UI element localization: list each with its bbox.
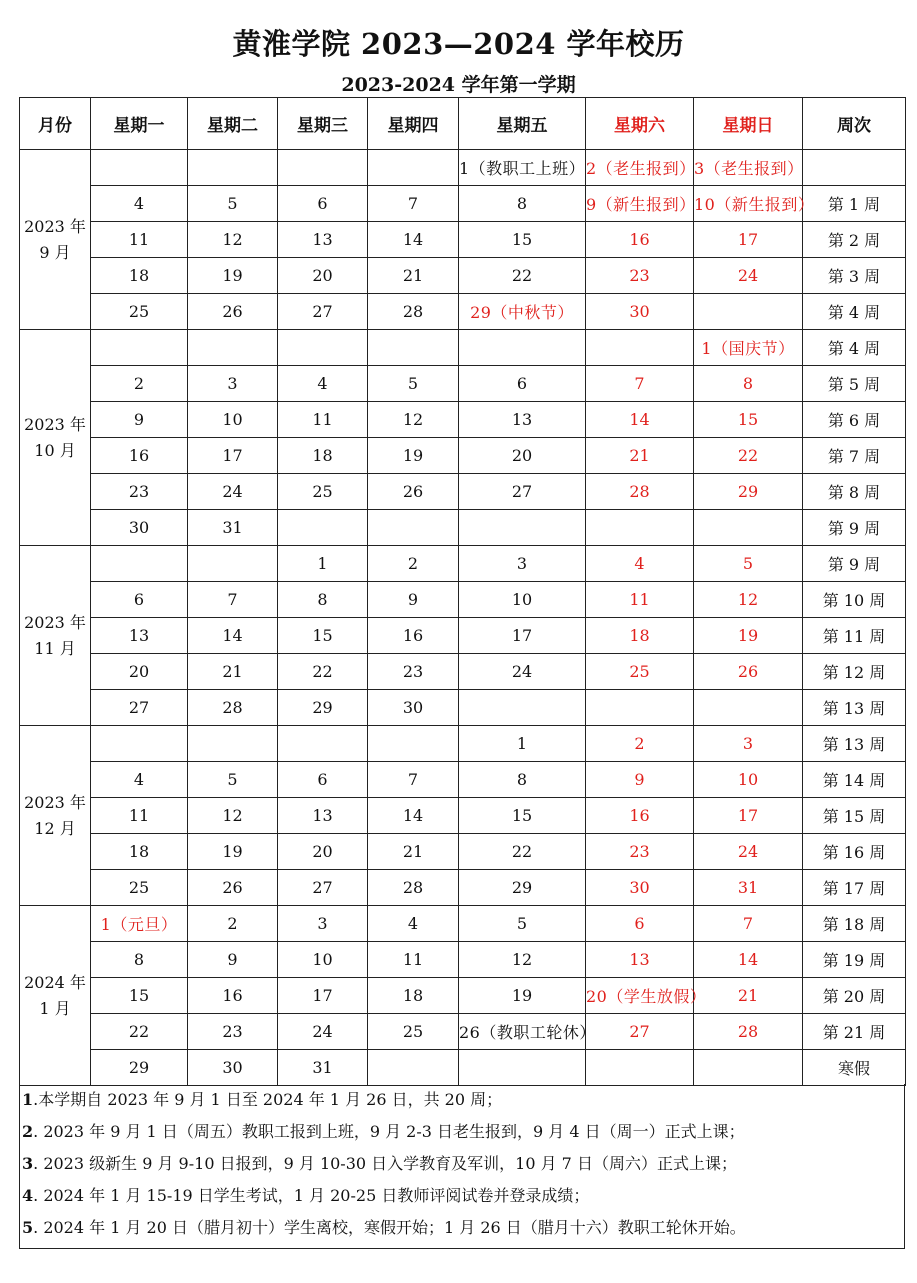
day-cell bbox=[188, 330, 278, 366]
calendar-row bbox=[20, 726, 906, 762]
day-cell: 13 bbox=[586, 942, 694, 978]
day-cell: 31 bbox=[278, 1050, 368, 1086]
day-cell: 14 bbox=[694, 942, 803, 978]
day-cell: 15 bbox=[459, 222, 586, 258]
calendar-row bbox=[20, 1050, 906, 1086]
week-cell: 第 1 周 bbox=[803, 186, 906, 222]
note-2 bbox=[20, 1116, 904, 1148]
day-cell: 17 bbox=[694, 798, 803, 834]
header-week: 周次 bbox=[803, 98, 906, 150]
day-cell: 19 bbox=[694, 618, 803, 654]
week-cell: 第 5 周 bbox=[803, 366, 906, 402]
day-cell bbox=[694, 690, 803, 726]
day-cell: 21 bbox=[368, 834, 459, 870]
day-cell: 2 bbox=[368, 546, 459, 582]
header-mon: 星期一 bbox=[91, 98, 188, 150]
day-cell: 1（元旦） bbox=[91, 906, 188, 942]
day-cell bbox=[459, 690, 586, 726]
day-cell: 25 bbox=[91, 870, 188, 906]
week-cell: 第 20 周 bbox=[803, 978, 906, 1014]
day-cell: 22 bbox=[459, 258, 586, 294]
day-cell: 7 bbox=[368, 186, 459, 222]
day-cell: 8 bbox=[694, 366, 803, 402]
day-cell: 20 bbox=[459, 438, 586, 474]
day-cell: 18 bbox=[368, 978, 459, 1014]
header-row bbox=[20, 98, 906, 150]
week-cell: 第 18 周 bbox=[803, 906, 906, 942]
day-cell: 21 bbox=[586, 438, 694, 474]
note-5 bbox=[20, 1212, 904, 1244]
day-cell: 22 bbox=[278, 654, 368, 690]
day-cell: 28 bbox=[694, 1014, 803, 1050]
day-cell: 30 bbox=[586, 870, 694, 906]
month-label: 2023 年 10 月 bbox=[20, 330, 91, 546]
week-cell: 第 10 周 bbox=[803, 582, 906, 618]
week-cell: 第 13 周 bbox=[803, 690, 906, 726]
header-sat: 星期六 bbox=[586, 98, 694, 150]
note-number: 5 bbox=[22, 1218, 34, 1237]
day-cell: 1 bbox=[278, 546, 368, 582]
page-subtitle: 2023-2024 学年第一学期 bbox=[341, 74, 576, 96]
day-cell: 5 bbox=[188, 762, 278, 798]
note-text: . 2024 年 1 月 15-19 日学生考试，1 月 20-25 日教师评阅试卷并登录成绩； bbox=[33, 1186, 590, 1205]
day-cell bbox=[91, 546, 188, 582]
header-thu: 星期四 bbox=[368, 98, 459, 150]
day-cell: 1（教职工上班） bbox=[459, 150, 586, 186]
day-cell: 18 bbox=[91, 258, 188, 294]
day-cell bbox=[188, 546, 278, 582]
day-cell: 14 bbox=[368, 798, 459, 834]
day-cell: 23 bbox=[586, 834, 694, 870]
calendar-row bbox=[20, 294, 906, 330]
day-cell: 21 bbox=[368, 258, 459, 294]
day-cell: 23 bbox=[586, 258, 694, 294]
day-cell: 13 bbox=[278, 222, 368, 258]
day-cell: 30 bbox=[188, 1050, 278, 1086]
day-cell: 11 bbox=[91, 222, 188, 258]
calendar-row bbox=[20, 798, 906, 834]
day-cell bbox=[459, 1050, 586, 1086]
week-cell: 第 13 周 bbox=[803, 726, 906, 762]
day-cell bbox=[188, 726, 278, 762]
week-cell: 第 3 周 bbox=[803, 258, 906, 294]
day-cell: 1 bbox=[459, 726, 586, 762]
day-cell: 26 bbox=[694, 654, 803, 690]
day-cell: 12 bbox=[368, 402, 459, 438]
calendar-row bbox=[20, 978, 906, 1014]
day-cell bbox=[368, 510, 459, 546]
day-cell: 17 bbox=[459, 618, 586, 654]
calendar-row bbox=[20, 1014, 906, 1050]
day-cell: 29 bbox=[91, 1050, 188, 1086]
day-cell: 13 bbox=[91, 618, 188, 654]
calendar-row bbox=[20, 474, 906, 510]
day-cell: 15 bbox=[278, 618, 368, 654]
note-1 bbox=[20, 1084, 904, 1116]
calendar-row bbox=[20, 870, 906, 906]
day-cell: 22 bbox=[694, 438, 803, 474]
day-cell bbox=[586, 330, 694, 366]
calendar-row bbox=[20, 942, 906, 978]
day-cell: 6 bbox=[278, 762, 368, 798]
calendar-row bbox=[20, 186, 906, 222]
note-4 bbox=[20, 1180, 904, 1212]
day-cell: 4 bbox=[586, 546, 694, 582]
week-cell: 第 8 周 bbox=[803, 474, 906, 510]
day-cell: 25 bbox=[278, 474, 368, 510]
day-cell: 17 bbox=[694, 222, 803, 258]
week-cell: 第 12 周 bbox=[803, 654, 906, 690]
header-tue: 星期二 bbox=[188, 98, 278, 150]
calendar-row bbox=[20, 906, 906, 942]
day-cell: 1（国庆节） bbox=[694, 330, 803, 366]
day-cell: 12 bbox=[188, 798, 278, 834]
day-cell bbox=[586, 690, 694, 726]
month-label: 2024 年 1 月 bbox=[20, 906, 91, 1086]
day-cell: 2 bbox=[188, 906, 278, 942]
day-cell: 20（学生放假） bbox=[586, 978, 694, 1014]
day-cell: 23 bbox=[368, 654, 459, 690]
day-cell bbox=[188, 150, 278, 186]
day-cell: 3 bbox=[278, 906, 368, 942]
day-cell: 15 bbox=[91, 978, 188, 1014]
day-cell: 5 bbox=[459, 906, 586, 942]
day-cell: 10 bbox=[278, 942, 368, 978]
day-cell: 7 bbox=[694, 906, 803, 942]
day-cell bbox=[91, 330, 188, 366]
day-cell: 26 bbox=[368, 474, 459, 510]
day-cell: 29（中秋节） bbox=[459, 294, 586, 330]
note-number: 2 bbox=[22, 1122, 34, 1141]
note-text: . 2024 年 1 月 20 日（腊月初十）学生离校，寒假开始；1 月 26 日（腊月十六）教职工轮休开始。 bbox=[33, 1218, 746, 1237]
day-cell: 20 bbox=[278, 834, 368, 870]
day-cell: 16 bbox=[586, 798, 694, 834]
week-cell: 第 19 周 bbox=[803, 942, 906, 978]
day-cell: 17 bbox=[278, 978, 368, 1014]
day-cell: 9 bbox=[368, 582, 459, 618]
day-cell: 21 bbox=[188, 654, 278, 690]
day-cell: 13 bbox=[278, 798, 368, 834]
calendar-row bbox=[20, 618, 906, 654]
day-cell: 5 bbox=[188, 186, 278, 222]
day-cell: 3（老生报到） bbox=[694, 150, 803, 186]
day-cell: 25 bbox=[368, 1014, 459, 1050]
day-cell: 3 bbox=[188, 366, 278, 402]
day-cell: 19 bbox=[459, 978, 586, 1014]
day-cell: 3 bbox=[694, 726, 803, 762]
note-text: . 2023 级新生 9 月 9-10 日报到，9 月 10-30 日入学教育及军训，10 月 7 日（周六）正式上课； bbox=[33, 1154, 737, 1173]
calendar-row bbox=[20, 150, 906, 186]
notes-box bbox=[19, 1084, 905, 1249]
day-cell bbox=[278, 726, 368, 762]
day-cell: 17 bbox=[188, 438, 278, 474]
day-cell: 10 bbox=[694, 762, 803, 798]
day-cell: 19 bbox=[188, 834, 278, 870]
day-cell bbox=[278, 150, 368, 186]
week-cell: 第 9 周 bbox=[803, 510, 906, 546]
day-cell: 9（新生报到） bbox=[586, 186, 694, 222]
day-cell: 15 bbox=[459, 798, 586, 834]
day-cell bbox=[368, 726, 459, 762]
day-cell: 9 bbox=[586, 762, 694, 798]
day-cell bbox=[694, 1050, 803, 1086]
day-cell bbox=[91, 726, 188, 762]
day-cell: 14 bbox=[586, 402, 694, 438]
note-text: . 2023 年 9 月 1 日（周五）教职工报到上班，9 月 2-3 日老生报到，9 月 4 日（周一）正式上课； bbox=[33, 1122, 745, 1141]
calendar-row bbox=[20, 258, 906, 294]
day-cell: 18 bbox=[586, 618, 694, 654]
day-cell bbox=[91, 150, 188, 186]
day-cell: 20 bbox=[278, 258, 368, 294]
day-cell bbox=[694, 294, 803, 330]
day-cell: 18 bbox=[91, 834, 188, 870]
day-cell: 24 bbox=[278, 1014, 368, 1050]
day-cell bbox=[694, 510, 803, 546]
day-cell: 28 bbox=[586, 474, 694, 510]
week-cell: 第 14 周 bbox=[803, 762, 906, 798]
day-cell: 27 bbox=[91, 690, 188, 726]
header-wed: 星期三 bbox=[278, 98, 368, 150]
day-cell: 25 bbox=[91, 294, 188, 330]
day-cell: 28 bbox=[368, 294, 459, 330]
calendar-row bbox=[20, 654, 906, 690]
day-cell: 20 bbox=[91, 654, 188, 690]
calendar-row bbox=[20, 582, 906, 618]
note-number: 1 bbox=[22, 1090, 34, 1109]
day-cell: 12 bbox=[459, 942, 586, 978]
day-cell: 11 bbox=[278, 402, 368, 438]
day-cell: 14 bbox=[368, 222, 459, 258]
day-cell: 26 bbox=[188, 870, 278, 906]
day-cell: 19 bbox=[368, 438, 459, 474]
month-label: 2023 年 11 月 bbox=[20, 546, 91, 726]
calendar-body bbox=[20, 150, 906, 1086]
week-cell: 寒假 bbox=[803, 1050, 906, 1086]
day-cell: 7 bbox=[188, 582, 278, 618]
day-cell: 19 bbox=[188, 258, 278, 294]
week-cell bbox=[803, 150, 906, 186]
day-cell: 29 bbox=[278, 690, 368, 726]
day-cell bbox=[278, 330, 368, 366]
week-cell: 第 7 周 bbox=[803, 438, 906, 474]
day-cell: 31 bbox=[188, 510, 278, 546]
day-cell: 12 bbox=[188, 222, 278, 258]
week-cell: 第 2 周 bbox=[803, 222, 906, 258]
day-cell: 12 bbox=[694, 582, 803, 618]
day-cell: 6 bbox=[91, 582, 188, 618]
day-cell: 7 bbox=[368, 762, 459, 798]
day-cell: 24 bbox=[188, 474, 278, 510]
calendar-row bbox=[20, 438, 906, 474]
day-cell: 10 bbox=[188, 402, 278, 438]
day-cell: 15 bbox=[694, 402, 803, 438]
week-cell: 第 11 周 bbox=[803, 618, 906, 654]
week-cell: 第 4 周 bbox=[803, 330, 906, 366]
day-cell: 21 bbox=[694, 978, 803, 1014]
day-cell bbox=[586, 510, 694, 546]
day-cell: 27 bbox=[586, 1014, 694, 1050]
day-cell: 26 bbox=[188, 294, 278, 330]
calendar-row bbox=[20, 222, 906, 258]
day-cell: 30 bbox=[368, 690, 459, 726]
day-cell: 5 bbox=[368, 366, 459, 402]
day-cell: 4 bbox=[91, 186, 188, 222]
day-cell: 23 bbox=[188, 1014, 278, 1050]
day-cell: 30 bbox=[586, 294, 694, 330]
note-3 bbox=[20, 1148, 904, 1180]
day-cell: 11 bbox=[586, 582, 694, 618]
day-cell: 27 bbox=[278, 870, 368, 906]
day-cell: 2 bbox=[586, 726, 694, 762]
day-cell: 6 bbox=[586, 906, 694, 942]
day-cell: 31 bbox=[694, 870, 803, 906]
calendar-row bbox=[20, 834, 906, 870]
calendar-row bbox=[20, 762, 906, 798]
week-cell: 第 9 周 bbox=[803, 546, 906, 582]
day-cell: 30 bbox=[91, 510, 188, 546]
day-cell: 4 bbox=[91, 762, 188, 798]
calendar-row bbox=[20, 366, 906, 402]
day-cell: 28 bbox=[368, 870, 459, 906]
header-fri: 星期五 bbox=[459, 98, 586, 150]
day-cell: 13 bbox=[459, 402, 586, 438]
day-cell: 23 bbox=[91, 474, 188, 510]
day-cell: 26（教职工轮休） bbox=[459, 1014, 586, 1050]
day-cell: 4 bbox=[368, 906, 459, 942]
header-month: 月份 bbox=[20, 98, 91, 150]
day-cell: 6 bbox=[459, 366, 586, 402]
week-cell: 第 16 周 bbox=[803, 834, 906, 870]
header-sun: 星期日 bbox=[694, 98, 803, 150]
calendar-row bbox=[20, 402, 906, 438]
note-number: 4 bbox=[22, 1186, 34, 1205]
calendar-row bbox=[20, 330, 906, 366]
day-cell: 8 bbox=[459, 762, 586, 798]
day-cell: 7 bbox=[586, 366, 694, 402]
day-cell: 3 bbox=[459, 546, 586, 582]
day-cell: 24 bbox=[459, 654, 586, 690]
day-cell: 18 bbox=[278, 438, 368, 474]
day-cell bbox=[586, 1050, 694, 1086]
week-cell: 第 15 周 bbox=[803, 798, 906, 834]
day-cell bbox=[459, 330, 586, 366]
day-cell: 28 bbox=[188, 690, 278, 726]
day-cell: 6 bbox=[278, 186, 368, 222]
day-cell bbox=[368, 330, 459, 366]
day-cell: 16 bbox=[586, 222, 694, 258]
page-title: 黄淮学院 2023—2024 学年校历 bbox=[232, 27, 685, 61]
day-cell: 10 bbox=[459, 582, 586, 618]
day-cell: 5 bbox=[694, 546, 803, 582]
day-cell: 16 bbox=[91, 438, 188, 474]
week-cell: 第 17 周 bbox=[803, 870, 906, 906]
day-cell: 11 bbox=[368, 942, 459, 978]
day-cell bbox=[368, 1050, 459, 1086]
calendar-row bbox=[20, 690, 906, 726]
day-cell: 22 bbox=[91, 1014, 188, 1050]
week-cell: 第 4 周 bbox=[803, 294, 906, 330]
calendar-table bbox=[19, 97, 906, 1086]
day-cell: 10（新生报到） bbox=[694, 186, 803, 222]
day-cell: 29 bbox=[694, 474, 803, 510]
day-cell: 9 bbox=[188, 942, 278, 978]
day-cell: 16 bbox=[188, 978, 278, 1014]
day-cell: 16 bbox=[368, 618, 459, 654]
day-cell: 14 bbox=[188, 618, 278, 654]
month-label: 2023 年 12 月 bbox=[20, 726, 91, 906]
day-cell: 25 bbox=[586, 654, 694, 690]
day-cell: 9 bbox=[91, 402, 188, 438]
day-cell: 29 bbox=[459, 870, 586, 906]
day-cell: 27 bbox=[278, 294, 368, 330]
day-cell bbox=[459, 510, 586, 546]
day-cell bbox=[368, 150, 459, 186]
month-label: 2023 年 9 月 bbox=[20, 150, 91, 330]
day-cell: 24 bbox=[694, 834, 803, 870]
day-cell: 8 bbox=[91, 942, 188, 978]
day-cell: 24 bbox=[694, 258, 803, 294]
day-cell: 8 bbox=[459, 186, 586, 222]
day-cell bbox=[278, 510, 368, 546]
day-cell: 4 bbox=[278, 366, 368, 402]
day-cell: 2 bbox=[91, 366, 188, 402]
note-number: 3 bbox=[22, 1154, 34, 1173]
day-cell: 8 bbox=[278, 582, 368, 618]
day-cell: 27 bbox=[459, 474, 586, 510]
calendar-row bbox=[20, 510, 906, 546]
day-cell: 2（老生报到） bbox=[586, 150, 694, 186]
week-cell: 第 21 周 bbox=[803, 1014, 906, 1050]
week-cell: 第 6 周 bbox=[803, 402, 906, 438]
calendar-row bbox=[20, 546, 906, 582]
day-cell: 11 bbox=[91, 798, 188, 834]
day-cell: 22 bbox=[459, 834, 586, 870]
note-text: .本学期自 2023 年 9 月 1 日至 2024 年 1 月 26 日，共 20 周； bbox=[33, 1090, 503, 1109]
